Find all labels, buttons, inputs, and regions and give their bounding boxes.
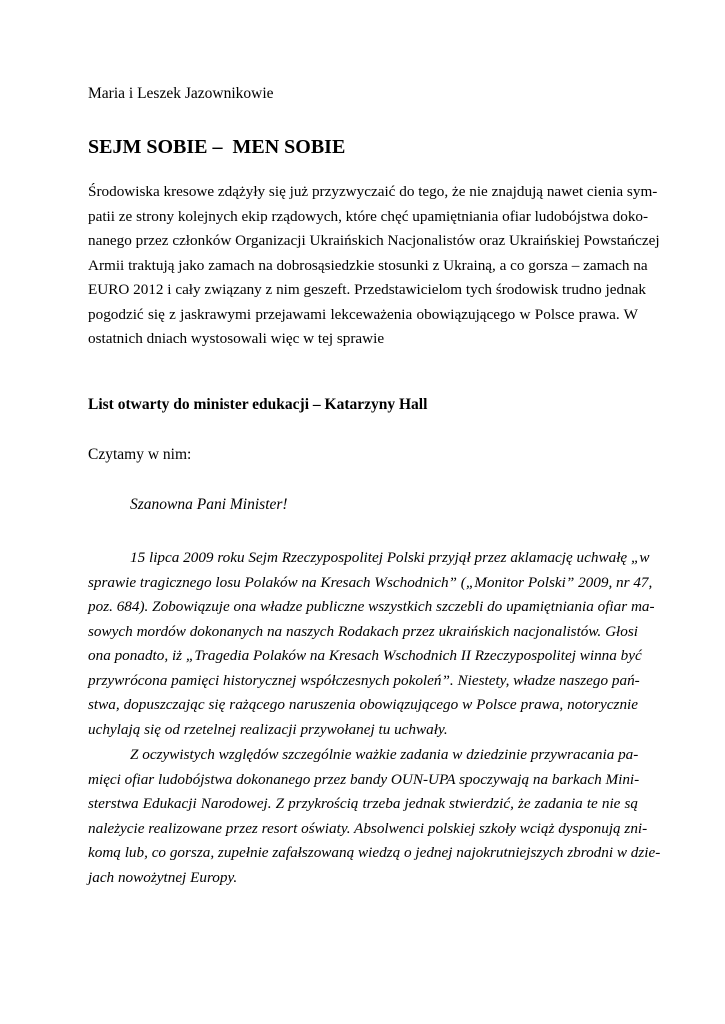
paragraph-line: należycie realizowane przez resort oświaty. Absolwenci polskiej szkoły wciąż dysponują zni- [88, 819, 648, 837]
paragraph-line: 15 lipca 2009 roku Sejm Rzeczypospolitej Polski przyjął przez aklamację uchwałę „w [130, 549, 650, 566]
paragraph-line: EURO 2012 i cały związany z nim geszeft. Przedstawicielom tych środowisk trudno jednak [88, 281, 646, 298]
paragraph-line: Środowiska kresowe zdążyły się już przyzwyczaić do tego, że nie znajdują nawet cienia sym- [88, 183, 658, 200]
paragraph-line: jach nowożytnej Europy. [88, 868, 238, 886]
paragraph-line: komą lub, co gorsza, zupełnie zafałszowaną wiedzą o jednej najokrutniejszych zbrodni w dzie- [88, 844, 661, 861]
paragraph-line: ostatnich dniach wystosowali więc w tej sprawie [88, 330, 385, 347]
paragraph-line: sprawie tragicznego losu Polaków na Kresach Wschodnich” („Monitor Polski” 2009, nr 47, [88, 573, 653, 591]
author-line: Maria i Leszek Jazownikowie [88, 85, 274, 102]
paragraph-line: Z oczywistych względów szczególnie ważkie zadania w dziedzinie przywracania pa- [130, 746, 639, 763]
quote-paragraph-2 [88, 743, 661, 890]
paragraph-line: pogodzić się z jaskrawymi przejawami lekceważenia obowiązującego w Polsce prawa. W [88, 305, 638, 323]
reading-intro: Czytamy w nim: [88, 446, 192, 463]
paragraph-line: stwa, dopuszczając się rażącego naruszenia obowiązującego w Polsce prawa, notorycznie [88, 696, 638, 713]
paragraph-line: ona ponadto, iż „Tragedia Polaków na Kresach Wschodnich II Rzeczypospolitej winna być [88, 647, 642, 664]
paragraph-line: poz. 684). Zobowiązuje ona władze publiczne wszystkich szczebli do upamiętniania ofiar ma- [88, 598, 655, 615]
quote-paragraph-1 [88, 546, 655, 742]
article-title: SEJM SOBIE – MEN SOBIE [88, 136, 346, 158]
paragraph-line: nanego przez członków Organizacji Ukraińskich Nacjonalistów oraz Ukraińskiej Powstańczej [88, 232, 660, 249]
intro-paragraph [88, 180, 660, 352]
letter-heading: List otwarty do minister edukacji – Katarzyny Hall [88, 396, 428, 413]
paragraph-line: sowych mordów dokonanych na naszych Rodakach przez ukraińskich nacjonalistów. Głosi [88, 622, 638, 640]
paragraph-line: uchylają się od rzetelnej realizacji przywołanej tu uchwały. [88, 720, 448, 738]
paragraph-line: Armii traktują jako zamach na dobrosąsiedzkie stosunki z Ukrainą, a co gorsza – zamach na [88, 256, 648, 274]
paragraph-line: sterstwa Edukacji Narodowej. Z przykrością trzeba jednak stwierdzić, że zadania te nie są [88, 795, 638, 812]
letter-salutation: Szanowna Pani Minister! [130, 496, 288, 513]
paragraph-line: mięci ofiar ludobójstwa dokonanego przez bandy OUN-UPA spoczywają na barkach Mini- [88, 770, 640, 788]
paragraph-line: przywrócona pamięci historycznej współczesnych pokoleń”. Niestety, władze naszego pań- [88, 671, 640, 689]
paragraph-line: patii ze strony kolejnych ekip rządowych, które chęć upamiętniania ofiar ludobójstwa doko- [88, 207, 649, 225]
